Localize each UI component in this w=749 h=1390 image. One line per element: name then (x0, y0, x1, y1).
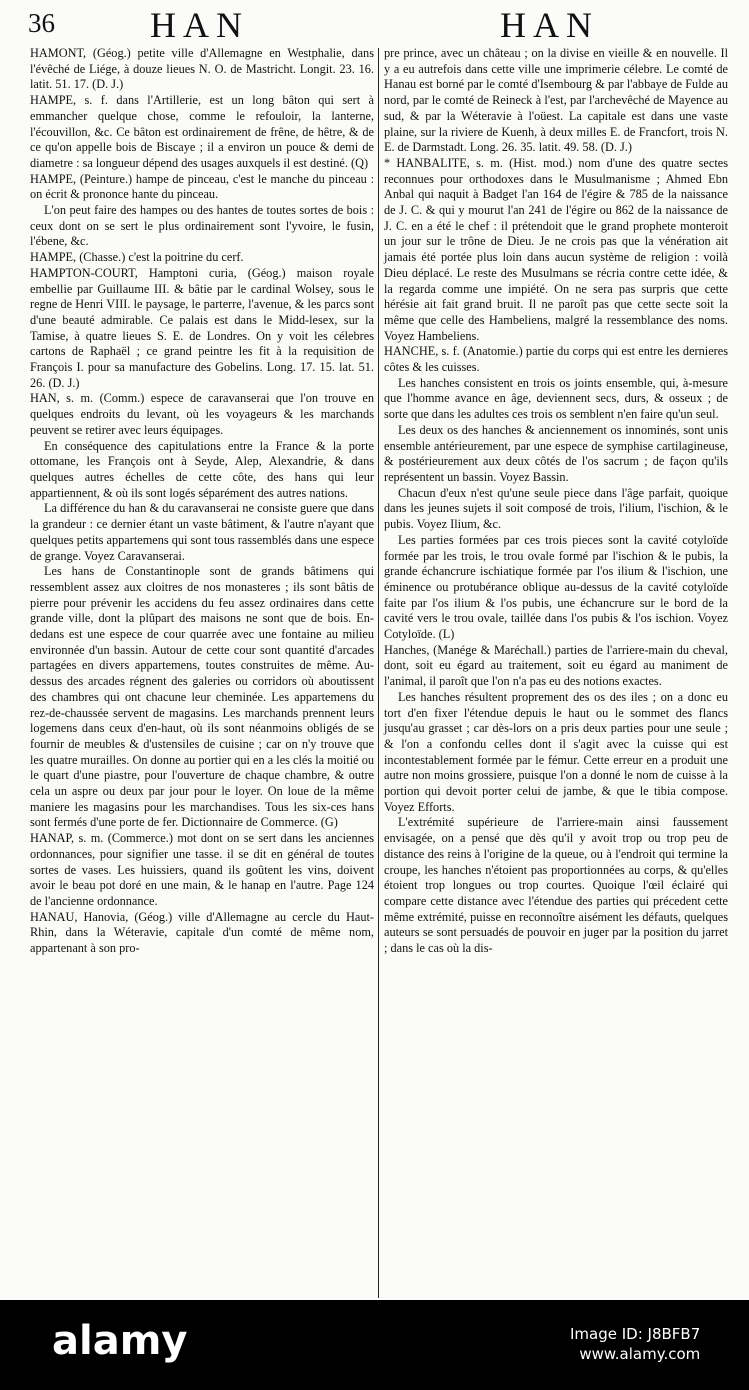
paragraph: L'extrémité supérieure de l'arriere-main ainsi faussement envisagée, on a pensé que dès qu'il y avoit trop ou trop peu de distance des reins à l'origine de la queue, ou à l'endroit qui termine la croupe, les hanches n'étoient pas proportionnées au corps, & qu'elles étoient trop longues ou trop courtes. Quoique l'œil éclairé qui compare cette distance avec l'étendue des parties qui précedent cette même extrémité, puisse en reconnoître aisément les défauts, quelques auteurs se sont persuadés de pouvoir en juger par la position du jarret ; dans le cas où la dis- (384, 815, 728, 956)
paragraph: Les hans de Constantinople sont de grands bâtimens qui ressemblent assez aux cloitres de nos monasteres ; ils sont bâtis de pierre pour prévenir les accidens du feu assez ordinaires dans cette grande ville, dont la plûpart des maisons ne sont que de bois. En-dedans est une espece de cour quarrée avec une fontaine au milieu environnée d'un bassin. Autour de cette cour sont quantité d'arcades partagées en divers appartemens, toutes construites de même. Au-dessus des arcades régnent des galeries ou corridors où aboutissent des chambres qui ont chacune leur cheminée. Les appartemens du rez-de-chaussée servent de magasins. Les marchands prennent leurs logemens dans ceux d'en-haut, où ils sont néanmoins obligés de se fournir de meubles & d'ustensiles de cuisine ; car on n'y trouve que les quatre murailles. On donne au portier qui en a les clés la moitié ou le quart d'une piastre, pour l'ouverture de chaque chambre, & outre cela un aspre ou deux par jour pour le loyer. On loue de la même maniere les magasins pour les marchandises. Tous les six-ces hans sont fermés d'une porte de fer. Dictionnaire de Commerce. (G) (30, 564, 374, 830)
entry-hanbalite: * HANBALITE, s. m. (Hist. mod.) nom d'une des quatre sectes reconnues pour orthodoxes dans le Musulmanisme ; Ahmed Ebn Anbal qui naquit à Badget l'an 164 de l'égire & 785 de la naissance de J. C. & qui y mourut l'an 241 de l'égire ou 862 de la naissance de J. C. en a été le chef : il prétendoit que le grand prophete monteroit un jour sur le trône de Dieu. Je ne crois pas que la vénération ait jamais été portée plus loin dans aucun système de religion : voilà Dieu déplacé. Le reste des Musulmans se récria contre cette idée, & la regarda comme une impiété. On ne sera pas surpris que cette hérésie ait fait grand bruit. Il ne paroît pas que cette secte soit la même que celle des Hambeliens, malgré la ressemblance des noms. Voyez Hambeliens. (384, 155, 728, 343)
left-column (30, 46, 374, 957)
paragraph: Les deux os des hanches & anciennement os innominés, sont unis ensemble antérieurement, par une espece de symphise cartilagineuse, & postérieurement aux deux côtés de l'os sacrum ; de façon qu'ils représentent un bassin. Voyez Bassin. (384, 422, 728, 484)
entry-han: HAN, s. m. (Comm.) espece de caravanserai que l'on trouve en quelques endroits du levant, où les voyageurs & les marchands peuvent se retirer avec leurs équipages. (30, 391, 374, 437)
right-running-head: HAN (500, 5, 599, 45)
entry-hamont: HAMONT, (Géog.) petite ville d'Allemagne en Westphalie, dans l'évêché de Liége, à douze lieues N. O. de Mastricht. Longit. 23. 16. latit. 51. 17. (D. J.) (30, 46, 374, 92)
entry-hampe-artillerie: HAMPE, s. f. dans l'Artillerie, est un long bâton qui sert à emmancher quelque chose, comme le refouloir, la lanterne, l'écouvillon, &c. Ce bâton est ordinairement de frêne, de hêtre, & de ce qu'on appelle bois de Biscaye ; il a environ un pouce & demi de diametre : sa longueur dépend des usages auxquels il est destiné. (Q) (30, 93, 374, 170)
entry-hanau: HANAU, Hanovia, (Géog.) ville d'Allemagne au cercle du Haut-Rhin, dans la Wéteravie, capitale d'un comté de même nom, appartenant à son pro- (30, 909, 374, 956)
alamy-logo: alamy (52, 1318, 188, 1364)
entry-hanap: HANAP, s. m. (Commerce.) mot dont on se sert dans les anciennes ordonnances, pour signifier une tasse. il se dit en général de toutes sortes de vases. Les huissiers, quand ils goûtent les vins, doivent avoir le beau pot doré en une main, & le hanap en l'autre. Page 124 de l'ancienne ordonnance. (30, 831, 374, 908)
entry-hampe-peinture: HAMPE, (Peinture.) hampe de pinceau, c'est le manche du pinceau : on écrit & prononce hante du pinceau. (30, 171, 374, 202)
right-column (384, 46, 728, 957)
page-number: 36 (28, 8, 55, 38)
paragraph: L'on peut faire des hampes ou des hantes de toutes sortes de bois : ceux dont on se sert le plus ordinairement sont l'yvoire, le fusin, l'ébene, &c. (30, 203, 374, 249)
entry-hanau-continued: pre prince, avec un château ; on la divise en vieille & en nouvelle. Il y a eu autrefois dans cette ville une imprimerie célebre. Le comté de Hanau est borné par le comté d'Isembourg & par l'abbaye de Fulde au nord, par le comté de Reineck à l'est, par l'archevêché de Mayence au sud, & par la Wéteravie à l'oüest. La capitale est dans une vaste plaine, sur la riviere de Kuenh, à deux milles E. de Francfort, trois N. E. de Darmstadt. Long. 26. 35. latit. 49. 58. (D. J.) (384, 46, 728, 155)
paragraph: Les hanches résultent proprement des os des iles ; on a donc eu tort d'en fixer l'étendue depuis le haut ou le sommet des flancs jusqu'au grasset ; car dès-lors on a pris deux parties pour une seule ; & l'on a confondu celles dont il s'agit avec la cuisse qui est incontestablement formée par le fémur. Cette erreur en a produit une autre non moins grossiere, puisque l'on a donné le nom de cuisse à la portion qui devoit porter celui de jambe, & que le tibia compose. Voyez Efforts. (384, 689, 728, 814)
paragraph: Les hanches consistent en trois os joints ensemble, qui, à-mesure que l'homme avance en âge, deviennent secs, durs, & osseux ; de sorte que dans les adultes ces trois os semblent n'en faire qu'un seul. (384, 375, 728, 422)
paragraph: La différence du han & du caravanserai ne consiste guere que dans la grandeur : ce dernier étant un vaste bâtiment, & l'autre n'ayant que quelques petits appartemens qui sont tous rassemblés dans une espece de grange. Voyez Caravanserai. (30, 501, 374, 563)
image-id-block (570, 1324, 700, 1364)
entry-hanche: HANCHE, s. f. (Anatomie.) partie du corps qui est entre les dernieres côtes & les cuisses. (384, 344, 728, 375)
paragraph: Les parties formées par ces trois pieces sont la cavité cotyloïde formée par les trois, le trou ovale formé par l'ischion & le pubis, la grande échancrure ischiatique formée par l'os ilium & l'ischion, une éminence ou protubérance oblique au-dessus de la cavité cotyloïde faite par l'os ilium & l'os pubis, une échancrure sur le bord de la cavité vers le trou ovale, taillée dans l'os pubis & l'os ischion. Voyez Cotyloïde. (L) (384, 532, 728, 642)
left-running-head: HAN (150, 5, 249, 45)
entry-hampton-court: HAMPTON-COURT, Hamptoni curia, (Géog.) maison royale embellie par Guillaume III. & bâtie par le cardinal Wolsey, sous le regne de Henri VIII. le paysage, le parterre, l'avenue, & les parcs sont d'une beauté admirable. Ce palais est dans le Midd-lesex, sur la Tamise, à quatre lieues S. E. de Londres. On y voit les célebres cartons de Raphaël ; ce grand peintre les fit à la requisition de François I. pour sa manufacture des Gobelins. Long. 17. 15. lat. 51. 26. (D. J.) (30, 265, 374, 390)
column-divider (378, 48, 379, 1298)
entry-hanches-manege: Hanches, (Manége & Maréchall.) parties de l'arriere-main du cheval, dont, soit eu égard au traitement, soit eu égard au maniment de l'animal, il paroît que l'on n'a pas eu des notions exactes. (384, 642, 728, 689)
entry-hampe-chasse: HAMPE, (Chasse.) c'est la poitrine du cerf. (30, 250, 244, 265)
paragraph: Chacun d'eux n'est qu'une seule piece dans l'âge parfait, quoique dans les jeunes sujets il soit composé de trois, l'ilium, l'ischion, & le pubis. Voyez Ilium, &c. (384, 485, 728, 532)
site-url: www.alamy.com (579, 1345, 701, 1363)
watermark-banner (0, 1300, 749, 1390)
image-id: Image ID: J8BFB7 (570, 1325, 701, 1343)
paragraph: En conséquence des capitulations entre la France & la porte ottomane, les François ont à Seyde, Alep, Alexandrie, & dans quelques autres échelles de cette côte, des hans qui leur appartiennent, & où ils sont logés séparément des autres nations. (30, 438, 374, 500)
